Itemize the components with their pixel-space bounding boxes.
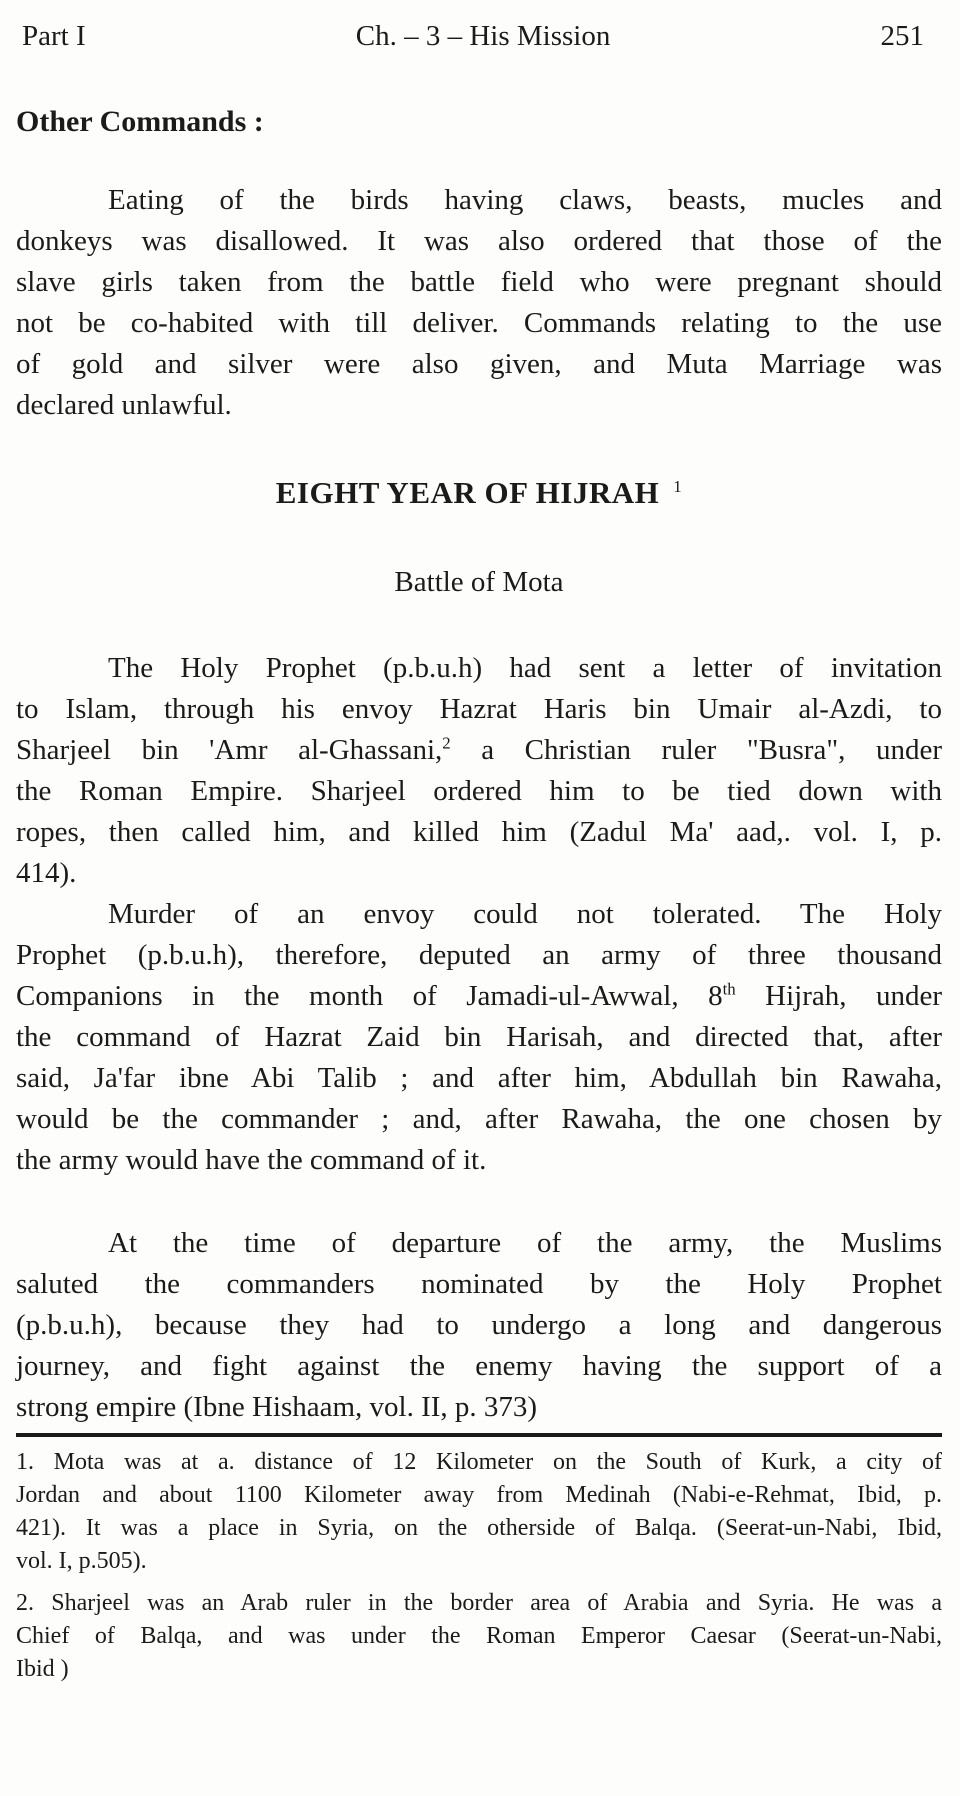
text-line: Murder of an envoy could not tolerated. The Holy	[108, 898, 942, 930]
text-line: Eating of the birds having claws, beasts, mucles and	[108, 184, 942, 216]
text-line: slave girls taken from the battle field who were pregnant should	[16, 266, 942, 298]
paragraph-murder-of-envoy	[16, 894, 942, 1181]
running-head-chapter: Ch. – 3 – His Mission	[355, 20, 611, 52]
paragraph-other-commands	[16, 180, 942, 426]
text-line: declared unlawful.	[16, 389, 232, 421]
text-line: not be co-habited with till deliver. Commands relating to the use	[16, 307, 942, 339]
text-line: would be the commander ; and, after Rawaha, the one chosen by	[16, 1103, 942, 1135]
text-line: the command of Hazrat Zaid bin Harisah, and directed that, after	[16, 1021, 942, 1053]
subheading-battle-of-mota: Battle of Mota	[394, 566, 564, 598]
text-line: saluted the commanders nominated by the Holy Prophet	[16, 1268, 942, 1300]
text-line: 414).	[16, 857, 77, 889]
text-line: the Roman Empire. Sharjeel ordered him to be tied down with	[16, 775, 942, 807]
superscript: 2	[442, 733, 451, 753]
text-line: Ibid )	[16, 1656, 69, 1682]
text-line: of gold and silver were also given, and Muta Marriage was	[16, 348, 942, 380]
running-head	[16, 14, 942, 54]
superscript: th	[722, 979, 736, 999]
running-head-part: Part I	[22, 20, 86, 52]
text-line: to Islam, through his envoy Hazrat Haris bin Umair al-Azdi, to	[16, 693, 942, 725]
text-line: Prophet (p.b.u.h), therefore, deputed an army of three thousand	[16, 939, 942, 971]
paragraph-army-departure	[16, 1223, 942, 1428]
text-line: Chief of Balqa, and was under the Roman Emperor Caesar (Seerat-un-Nabi,	[16, 1623, 942, 1649]
text-line: said, Ja'far ibne Abi Talib ; and after him, Abdullah bin Rawaha,	[16, 1062, 942, 1094]
section-heading-text: EIGHT YEAR OF HIJRAH	[275, 475, 660, 510]
text-line: journey, and fight against the enemy having the support of a	[16, 1350, 942, 1382]
text-line: At the time of departure of the army, the Muslims	[108, 1227, 942, 1259]
footnotes-section	[16, 1446, 942, 1686]
page-number: 251	[880, 20, 924, 52]
text-line: 2. Sharjeel was an Arab ruler in the border area of Arabia and Syria. He was a	[16, 1590, 942, 1616]
paragraph-letter-of-invitation	[16, 648, 942, 894]
text-line: (p.b.u.h), because they had to undergo a long and dangerous	[16, 1309, 942, 1341]
text-line: Companions in the month of Jamadi-ul-Awwal, 8th Hijrah, under	[16, 979, 942, 1012]
text-line: 421). It was a place in Syria, on the otherside of Balqa. (Seerat-un-Nabi, Ibid,	[16, 1515, 942, 1541]
text-line: 1. Mota was at a. distance of 12 Kilometer on the South of Kurk, a city of	[16, 1449, 942, 1475]
text-line: donkeys was disallowed. It was also ordered that those of the	[16, 225, 942, 257]
text-line: vol. I, p.505).	[16, 1548, 147, 1574]
text-line: strong empire (Ibne Hishaam, vol. II, p. 373)	[16, 1391, 538, 1423]
footnote-reference-1: 1	[673, 476, 683, 496]
other-commands-heading: Other Commands :	[16, 105, 264, 138]
text-line: The Holy Prophet (p.b.u.h) had sent a letter of invitation	[108, 652, 942, 684]
text-line: the army would have the command of it.	[16, 1144, 487, 1176]
footnote-2	[16, 1587, 942, 1686]
footnote-1	[16, 1446, 942, 1578]
text-line: Jordan and about 1100 Kilometer away from Medinah (Nabi-e-Rehmat, Ibid, p.	[16, 1482, 942, 1508]
section-heading-eight-year-of-hijrah	[16, 474, 942, 512]
text-line: ropes, then called him, and killed him (Zadul Ma' aad,. vol. I, p.	[16, 816, 942, 848]
footnote-separator-rule	[16, 1433, 942, 1437]
text-line: Sharjeel bin 'Amr al-Ghassani,$^2$ a Christian ruler "Busra", under	[16, 733, 942, 766]
